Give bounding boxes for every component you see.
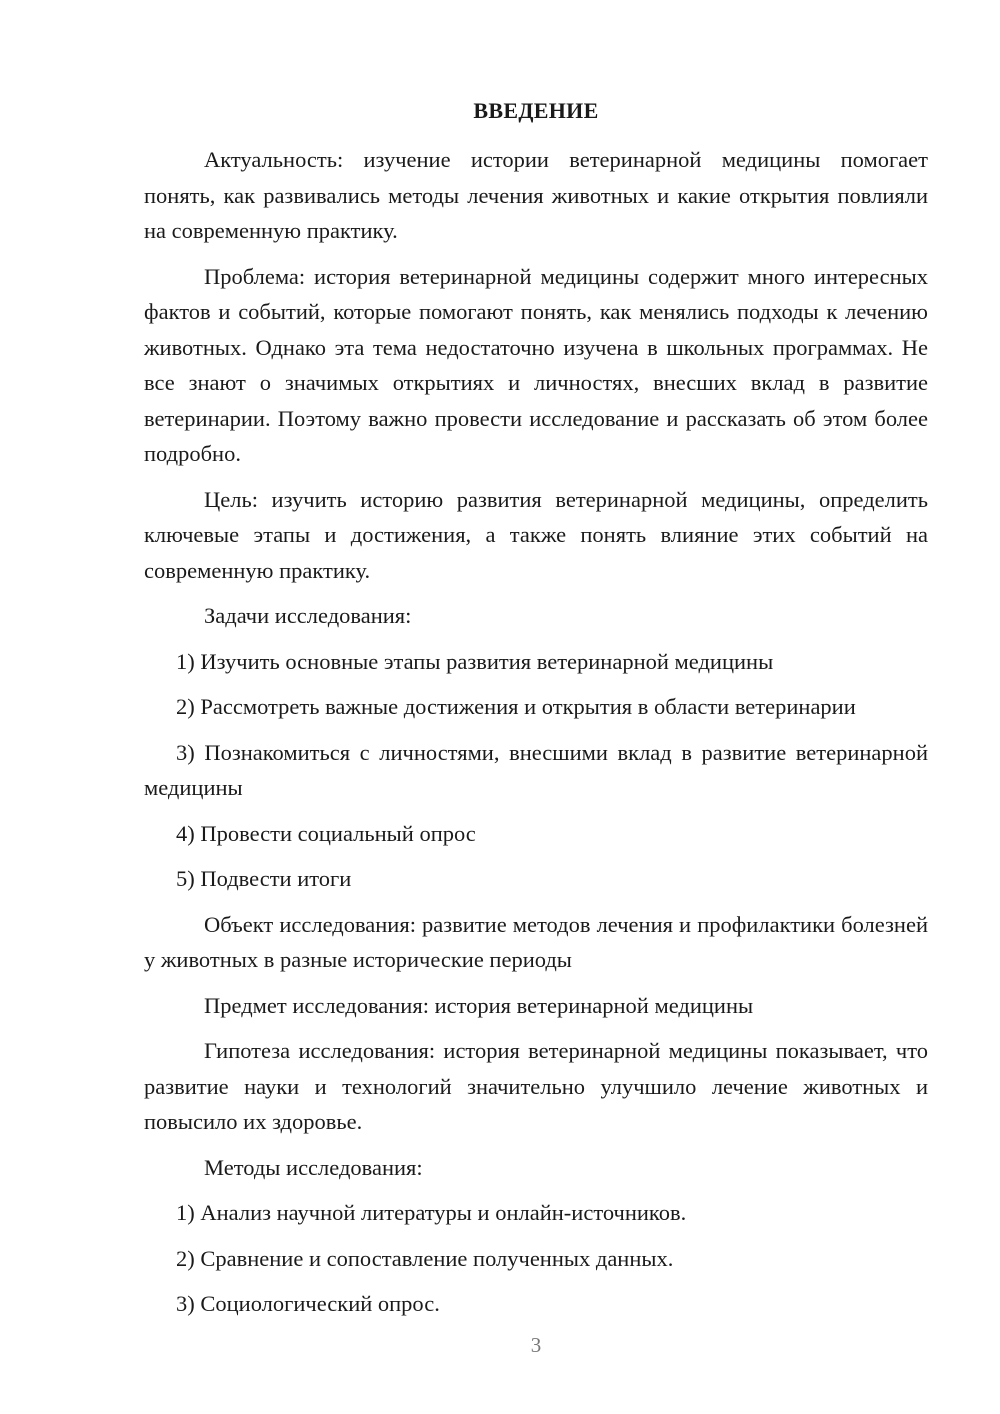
task-item: 1) Изучить основные этапы развития ветеринарной медицины (176, 648, 774, 674)
task-item: 4) Провести социальный опрос (176, 820, 476, 846)
relevance-paragraph: Актуальность: изучение истории ветеринарной медицины помогает понять, как развивались методы лечения животных и какие открытия повлияли на современную практику. (144, 147, 928, 243)
object-paragraph: Объект исследования: развитие методов лечения и профилактики болезней у животных в разные исторические периоды (144, 911, 928, 972)
document-body (144, 142, 928, 1332)
method-item: 2) Сравнение и сопоставление полученных данных. (176, 1245, 674, 1271)
goal-paragraph: Цель: изучить историю развития ветеринарной медицины, определить ключевые этапы и достижения, а также понять влияние этих событий на современную практику. (144, 486, 928, 583)
page-number: 3 (530, 1333, 542, 1357)
page-title: ВВЕДЕНИЕ (473, 98, 599, 123)
method-item: 3) Социологический опрос. (176, 1291, 440, 1316)
task-item: 5) Подвести итоги (176, 866, 352, 891)
problem-paragraph: Проблема: история ветеринарной медицины содержит много интересных фактов и событий, которые помогают понять, как менялись подходы к лечению животных. Однако эта тема недостаточно изучена в школьных программах. Не все знают о значимых открытиях и личностях, внесших вклад в развитие ветеринарии. Поэтому важно провести исследование и рассказать об этом более подробно. (144, 263, 928, 466)
subject-paragraph: Предмет исследования: история ветеринарной медицины (204, 992, 754, 1018)
task-item: 2) Рассмотреть важные достижения и открытия в области ветеринарии (176, 694, 856, 719)
task-item: 3) Познакомиться с личностями, внесшими вклад в развитие ветеринарной медицины (144, 739, 928, 800)
hypothesis-paragraph: Гипотеза исследования: история ветеринарной медицины показывает, что развитие науки и технологий значительно улучшило лечение животных и повысило их здоровье. (144, 1038, 928, 1134)
methods-heading: Методы исследования: (204, 1154, 423, 1180)
method-item: 1) Анализ научной литературы и онлайн-источников. (176, 1200, 687, 1225)
tasks-heading: Задачи исследования: (204, 603, 412, 628)
